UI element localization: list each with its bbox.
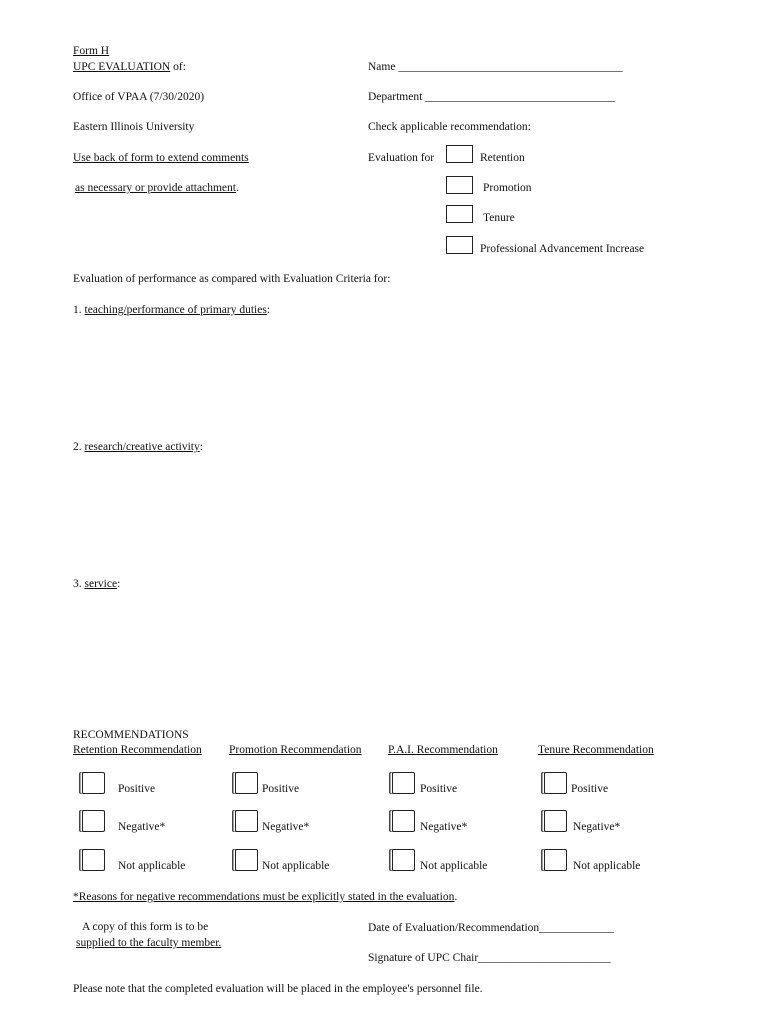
criteria-number: 2.: [73, 441, 85, 453]
tenure-recommendation-title: Tenure Recommendation: [538, 744, 654, 756]
tenure-na-checkbox[interactable]: [544, 849, 567, 871]
pai-negative-checkbox[interactable]: [392, 810, 415, 832]
tenure-checkbox[interactable]: [446, 205, 473, 223]
name-field[interactable]: Name _______________________________________: [368, 61, 623, 73]
criteria-research: [73, 440, 203, 454]
option-label: Positive: [571, 783, 609, 795]
pai-positive-checkbox[interactable]: [392, 772, 415, 794]
retention-positive-checkbox[interactable]: [82, 772, 105, 794]
form-title-suffix: of:: [170, 61, 186, 73]
promotion-recommendation-title: Promotion Recommendation: [229, 744, 362, 756]
option-label: Positive: [118, 783, 156, 795]
option-label: Negative*: [573, 821, 621, 833]
copy-note-line-2: supplied to the faculty member.: [76, 937, 222, 949]
comments-note-suffix: .: [235, 182, 239, 194]
date-of-evaluation-field[interactable]: Date of Evaluation/Recommendation_____________: [368, 922, 614, 934]
criteria-teaching: [73, 303, 270, 317]
criteria-label: service: [84, 578, 118, 590]
retention-na-checkbox[interactable]: [82, 849, 105, 871]
criteria-number: 1.: [73, 304, 85, 316]
criteria-suffix: :: [199, 441, 203, 453]
criteria-label: teaching/performance of primary duties: [84, 304, 267, 316]
promotion-checkbox[interactable]: [446, 176, 473, 194]
check-recommendation-label: Check applicable recommendation:: [368, 121, 531, 133]
office-line: Office of VPAA (7/30/2020): [73, 91, 205, 103]
option-label: Negative*: [262, 821, 310, 833]
negative-footnote: [73, 890, 457, 904]
promotion-na-checkbox[interactable]: [235, 849, 258, 871]
criteria-service: [73, 577, 120, 591]
form-id: Form H: [73, 45, 110, 57]
university-line: Eastern Illinois University: [73, 121, 195, 133]
pai-option-label: Professional Advancement Increase: [480, 243, 645, 255]
criteria-intro: Evaluation of performance as compared with Evaluation Criteria for:: [73, 273, 391, 285]
criteria-suffix: :: [266, 304, 271, 316]
option-label: Negative*: [118, 821, 166, 833]
comments-note-text: as necessary or provide attachment: [75, 182, 236, 194]
evaluation-for-label: Evaluation for: [368, 152, 435, 164]
option-label: Not applicable: [573, 860, 641, 872]
option-label: Positive: [262, 783, 300, 795]
criteria-label: research/creative activity: [84, 441, 200, 453]
criteria-number: 3.: [73, 578, 85, 590]
retention-checkbox[interactable]: [446, 145, 473, 163]
pai-recommendation-title: P.A.I. Recommendation: [388, 744, 498, 756]
criteria-suffix: :: [117, 578, 121, 590]
upc-chair-signature-field[interactable]: Signature of UPC Chair_______________________: [368, 952, 611, 964]
option-label: Not applicable: [420, 860, 488, 872]
retention-option-label: Retention: [480, 152, 525, 164]
tenure-positive-checkbox[interactable]: [544, 772, 567, 794]
recommendations-heading: RECOMMENDATIONS: [73, 729, 189, 741]
option-label: Not applicable: [118, 860, 186, 872]
option-label: Positive: [420, 783, 458, 795]
personnel-file-note: Please note that the completed evaluation will be placed in the employee's personnel file.: [73, 983, 483, 995]
retention-recommendation-title: Retention Recommendation: [73, 744, 202, 756]
promotion-negative-checkbox[interactable]: [235, 810, 258, 832]
negative-footnote-suffix: .: [454, 891, 458, 903]
promotion-option-label: Promotion: [483, 182, 532, 194]
option-label: Not applicable: [262, 860, 330, 872]
comments-note-line-2: [75, 181, 239, 195]
pai-na-checkbox[interactable]: [392, 849, 415, 871]
promotion-positive-checkbox[interactable]: [235, 772, 258, 794]
form-title: [73, 60, 186, 74]
copy-note-line-1: A copy of this form is to be: [82, 921, 209, 933]
negative-footnote-text: *Reasons for negative recommendations must be explicitly stated in the evaluation: [73, 891, 455, 903]
form-title-text: UPC EVALUATION: [73, 61, 171, 73]
comments-note-line-1: Use back of form to extend comments: [73, 152, 249, 164]
department-field[interactable]: Department _________________________________: [368, 91, 615, 103]
option-label: Negative*: [420, 821, 468, 833]
tenure-option-label: Tenure: [483, 212, 515, 224]
tenure-negative-checkbox[interactable]: [544, 810, 567, 832]
pai-checkbox[interactable]: [446, 236, 473, 254]
retention-negative-checkbox[interactable]: [82, 810, 105, 832]
